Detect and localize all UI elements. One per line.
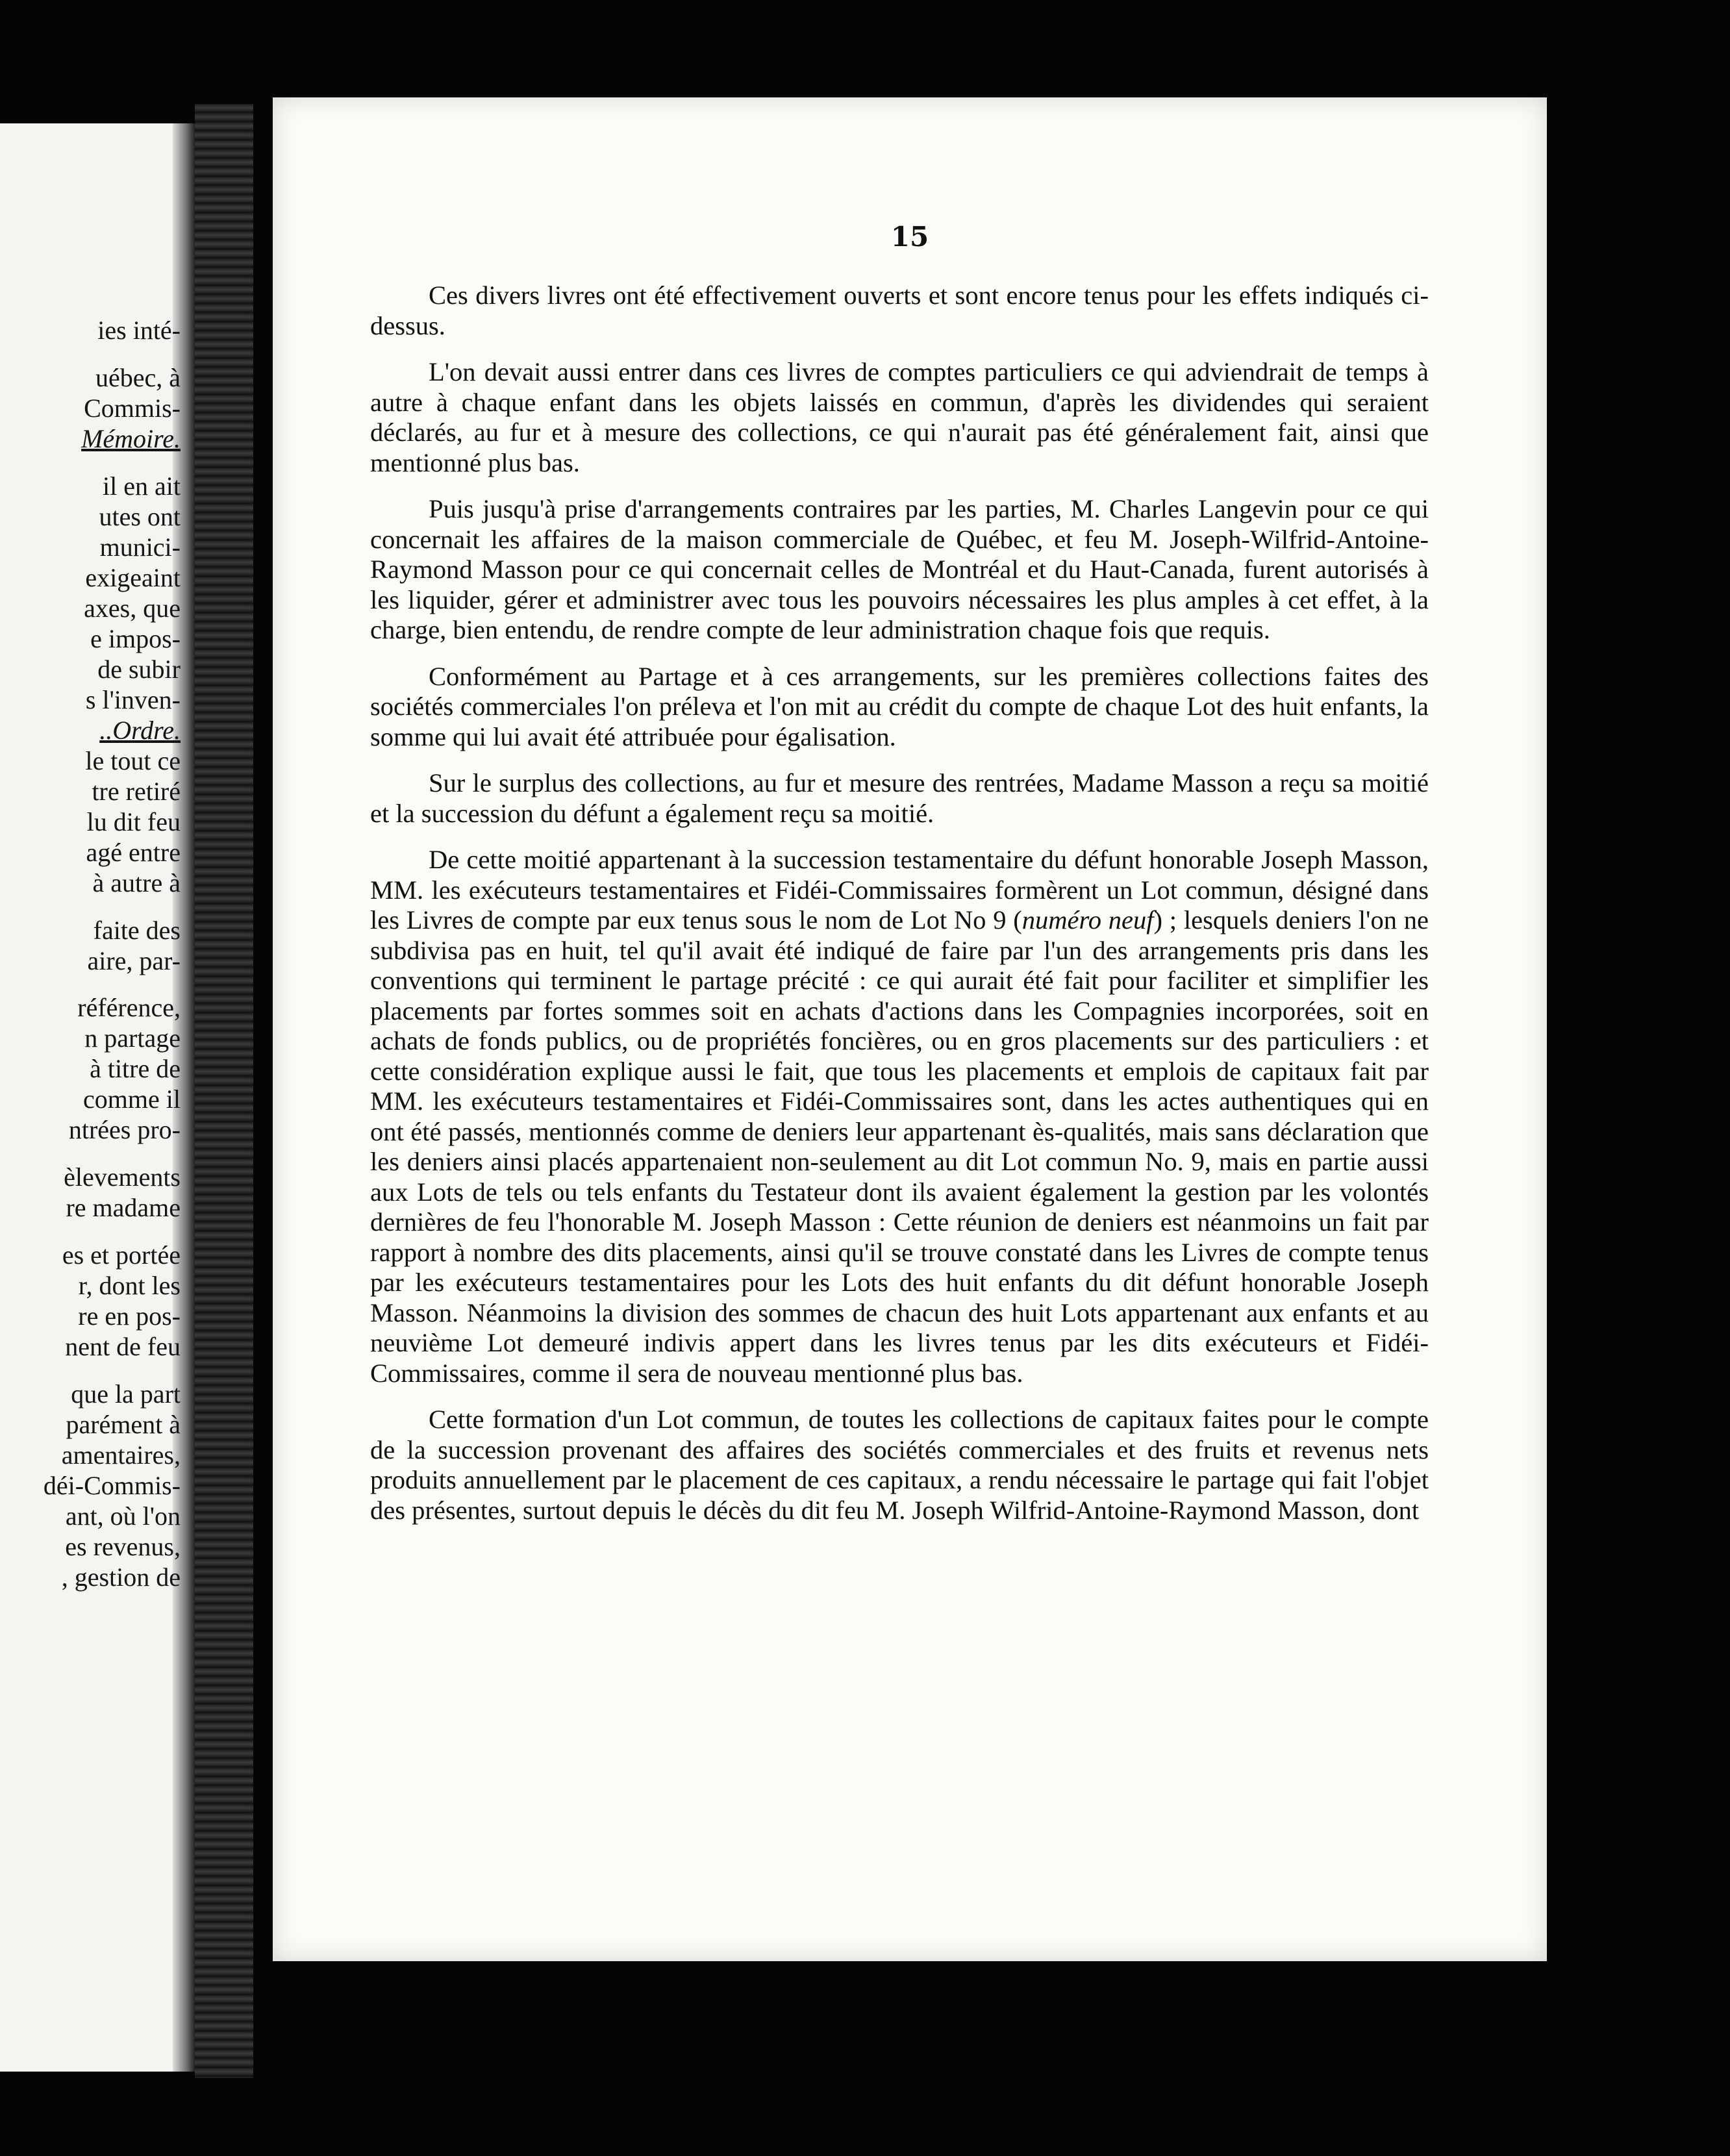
facing-page-line: ntrées pro- bbox=[68, 1115, 181, 1145]
facing-page-line: à titre de bbox=[90, 1054, 181, 1084]
facing-page-line: Commis- bbox=[84, 393, 181, 423]
facing-page-line: es et portée bbox=[62, 1240, 181, 1270]
paragraph-6-part-1: De cette moitié appartenant à la succession testamentaire du défunt honorable Joseph Masson, MM. les exécuteurs testamentaires et Fidéi-Commissaires formèrent un Lot commun, désigné dans les Livres de compte par eux tenus sous le nom de Lot No 9 ( bbox=[370, 845, 1429, 934]
paragraph-6 bbox=[370, 845, 1429, 1388]
facing-page-line: s l'inven- bbox=[85, 684, 181, 714]
document-page bbox=[273, 97, 1547, 1961]
facing-page-line: le tout ce bbox=[85, 746, 181, 775]
facing-page-line: référence, bbox=[77, 993, 181, 1023]
facing-page-line: ..Ordre. bbox=[99, 715, 181, 745]
facing-page-fragment bbox=[0, 123, 195, 2072]
facing-page-line: aire, par- bbox=[87, 946, 181, 975]
facing-page-line: parément à bbox=[66, 1409, 181, 1439]
facing-page-line: munici- bbox=[99, 532, 181, 562]
facing-page-line: tre retiré bbox=[92, 776, 181, 806]
facing-page-line: de subir bbox=[97, 654, 181, 684]
facing-page-line: re en pos- bbox=[78, 1301, 181, 1331]
facing-page-line: que la part bbox=[71, 1379, 181, 1409]
facing-page-line: exigeaint bbox=[85, 562, 181, 592]
paragraph-6-italic: numéro neuf bbox=[1022, 905, 1154, 934]
paragraph-2: L'on devait aussi entrer dans ces livres de comptes particuliers ce qui adviendrait de temps à autre à chaque enfant dans les objets laissés en commun, d'après les dividendes qui seraient déclarés, au fur et à mesure des collections, ce qui n'aurait pas été généralement fait, ainsi que mentionné plus bas. bbox=[370, 357, 1429, 477]
paragraph-3: Puis jusqu'à prise d'arrangements contraires par les parties, M. Charles Langevin pour ce qui concernait les affaires de la maison commerciale de Québec, et feu M. Joseph-Wilfrid-Antoine-Raymond Masson pour ce qui concernait celles de Montréal et du Haut-Canada, furent autorisés à les liquider, gérer et administrer avec tous les pouvoirs nécessaires les plus amples à cet effet, à la charge, bien entendu, de rendre compte de leur administration chaque fois que requis. bbox=[370, 494, 1429, 644]
facing-page-line: e impos- bbox=[90, 623, 181, 653]
paragraph-6-part-2: ) ; lesquels deniers l'on ne subdivisa pas en huit, tel qu'il avait été indiqué de faire par l'un des arrangements pris dans les conventions qui terminent le partage précité : ce qui aurait été fait pour faciliter et simplifier les placements par fortes sommes soit en achats d'actions dans les Compagnies incorporées, soit en achats de fonds publics, ou de propriétés foncières, ou en gros placements sur des particuliers : et cette considération explique aussi le fait, que tous les placements et emplois de capitaux fait par MM. les exécuteurs testamentaires et Fidéi-Commissaires sont, dans les actes authentiques qui en ont été passés, mentionnés comme de deniers leur appartenant ès-qualités, mais sans déclaration que les deniers ainsi placés appartenaient non-seulement au dit Lot commun No. 9, mais en partie aussi aux Lots de tels ou tels enfants du Testateur dont ils avaient également la gestion par les volontés dernières de feu l'honorable M. Joseph Masson : Cette réunion de deniers est néanmoins un fait par rapport à nombre des dits placements, ainsi qu'il se trouve constaté dans les Livres de compte tenus par les exécuteurs testamentaires pour les Lots des huit enfants du dit défunt honorable Joseph Masson. Néanmoins la division des sommes de chacun des huit Lots appartenant aux enfants et au neuvième Lot demeuré indivis appert dans les livres tenus par les dits exécuteurs et Fidéi-Commissaires, comme il sera de nouveau mentionné plus bas. bbox=[370, 905, 1429, 1388]
facing-page-line: n partage bbox=[84, 1023, 181, 1053]
facing-page-line: ant, où l'on bbox=[65, 1501, 181, 1531]
facing-page-line: ies inté- bbox=[97, 316, 181, 345]
paragraph-4: Conformément au Partage et à ces arrangements, sur les premières collections faites des sociétés commerciales l'on préleva et l'on mit au crédit du compte de chaque Lot des huit enfants, la somme qui lui avait été attribuée pour égalisation. bbox=[370, 661, 1429, 751]
facing-page-line: uébec, à bbox=[95, 362, 181, 392]
facing-page-line: amentaires, bbox=[61, 1440, 181, 1470]
facing-page-line: r, dont les bbox=[78, 1271, 181, 1301]
facing-page-line: utes ont bbox=[99, 501, 181, 531]
facing-page-line: comme il bbox=[83, 1084, 181, 1114]
paragraph-7: Cette formation d'un Lot commun, de toutes les collections de capitaux faites pour le compte de la succession provenant des affaires des sociétés commerciales et des fruits et revenus nets produits annuellement par le placement de ces capitaux, a rendu nécessaire le partage qui fait l'objet des présentes, surtout depuis le décès du dit feu M. Joseph Wilfrid-Antoine-Raymond Masson, dont bbox=[370, 1405, 1429, 1525]
facing-page-line: lu dit feu bbox=[86, 807, 181, 836]
facing-page-line: à autre à bbox=[92, 868, 181, 897]
facing-page-line: es revenus, bbox=[65, 1531, 181, 1561]
facing-page-line: , gestion de bbox=[61, 1562, 181, 1592]
facing-page-line: axes, que bbox=[84, 593, 181, 623]
facing-page-line: re madame bbox=[66, 1193, 181, 1223]
paragraph-5: Sur le surplus des collections, au fur et mesure des rentrées, Madame Masson a reçu sa moitié et la succession du défunt a également reçu sa moitié. bbox=[370, 768, 1429, 828]
page-number: 15 bbox=[890, 221, 929, 253]
facing-page-line: agé entre bbox=[86, 837, 181, 867]
book-spine bbox=[195, 104, 253, 2078]
facing-page-line: il en ait bbox=[103, 471, 181, 501]
facing-page-line: èlevements bbox=[64, 1162, 181, 1192]
facing-page-line: déi-Commis- bbox=[43, 1470, 181, 1500]
paragraph-1: Ces divers livres ont été effectivement ouverts et sont encore tenus pour les effets indiqués ci-dessus. bbox=[370, 281, 1429, 340]
facing-page-line: faite des bbox=[93, 915, 181, 945]
page-body bbox=[370, 281, 1429, 1542]
facing-page-line: nent de feu bbox=[65, 1332, 181, 1362]
facing-page-line: Mémoire. bbox=[81, 423, 181, 453]
